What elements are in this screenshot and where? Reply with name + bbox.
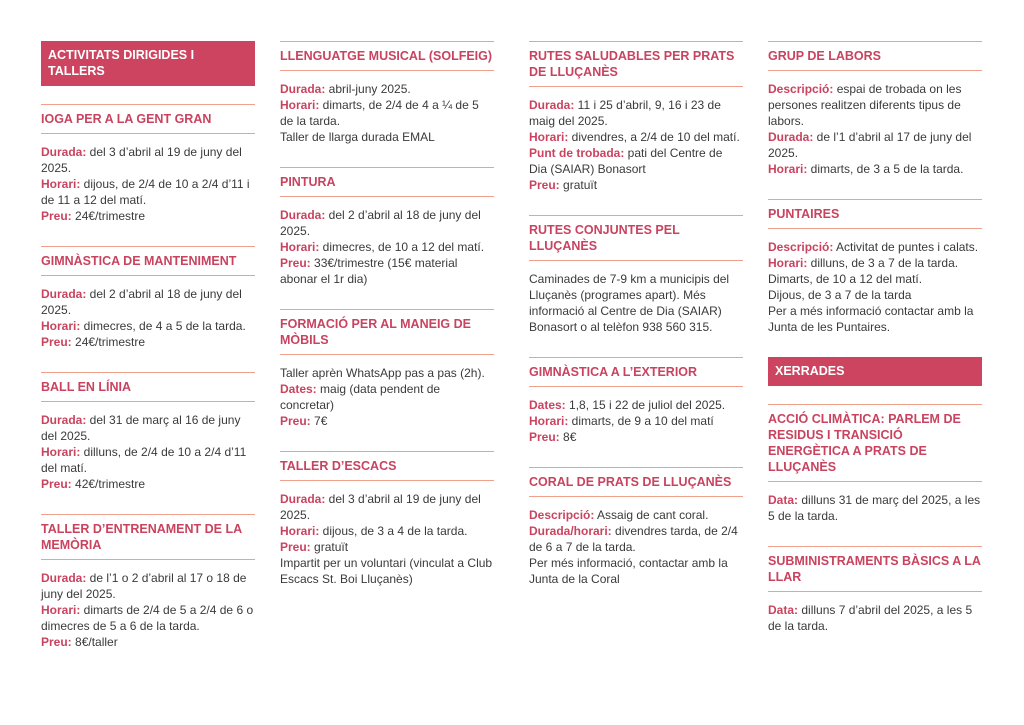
preu-label: Preu:: [529, 430, 560, 444]
durada-value: de l’1 d’abril al 17 de juny del 2025.: [768, 130, 972, 160]
section-puntaires: [768, 199, 982, 335]
preu-label: Preu:: [280, 256, 311, 270]
horari-value: dimecres, de 4 a 5 de la tarda.: [80, 319, 246, 333]
preu-value: gratuït: [559, 178, 598, 192]
section-climatica: [768, 404, 982, 524]
section-memoria: [41, 514, 255, 650]
durada-value: 11 i 25 d’abril, 9, 16 i 23 de maig del 2025.: [529, 98, 721, 128]
preu-label: Preu:: [529, 178, 560, 192]
column-2: [280, 41, 494, 609]
section-solfeig: [280, 41, 494, 145]
solfeig-extra: Taller de llarga durada EMAL: [280, 130, 435, 144]
data-value: dilluns 7 d’abril del 2025, a les 5 de la tarda.: [768, 603, 973, 633]
preu-value: gratuït: [310, 540, 349, 554]
rutes-title: RUTES SALUDABLES PER PRATS DE LLUÇANÈS: [529, 42, 743, 87]
mobils-title: FORMACIÓ PER AL MANEIG DE MÒBILS: [280, 310, 494, 355]
dates-value: 1,8, 15 i 22 de juliol del 2025.: [565, 398, 726, 412]
preu-value: 33€/trimestre (15€ material abonar el 1r dia): [280, 256, 458, 286]
durada-label: Durada:: [768, 130, 814, 144]
column-1: [41, 41, 255, 672]
preu-label: Preu:: [41, 209, 72, 223]
horari-value: dimarts, de 3 a 5 de la tarda.: [807, 162, 964, 176]
section-coral: [529, 467, 743, 587]
climatica-title: ACCIÓ CLIMÀTICA: PARLEM DE RESIDUS I TRANSICIÓ ENERGÈTICA A PRATS DE LLUÇANÈS: [768, 405, 982, 482]
horari-label: Horari:: [529, 130, 569, 144]
subministraments-title: SUBMINISTRAMENTS BÀSICS A LA LLAR: [768, 547, 982, 592]
punt-value: pati del Centre de Dia (SAIAR) Bonasort: [529, 146, 723, 176]
section-gimnastica: [41, 246, 255, 350]
durada-label: Durada:: [280, 82, 326, 96]
horari-label: Horari:: [41, 319, 81, 333]
mobils-intro: Taller aprèn WhatsApp pas a pas (2h).: [280, 366, 485, 380]
column-3: [529, 41, 743, 609]
preu-value: 8€/taller: [71, 635, 118, 649]
puntaires-line-3: Per a més informació contactar amb la Junta de les Puntaires.: [768, 304, 974, 334]
dates-label: Dates:: [280, 382, 317, 396]
durada-label: Durada:: [529, 98, 575, 112]
horari-label: Horari:: [768, 256, 808, 270]
preu-label: Preu:: [280, 414, 311, 428]
gimnastica-title: GIMNÀSTICA DE MANTENIMENT: [41, 247, 255, 276]
ball-title: BALL EN LÍNIA: [41, 373, 255, 402]
descripcio-label: Descripció:: [768, 240, 834, 254]
conjuntes-title: RUTES CONJUNTES PEL LLUÇANÈS: [529, 216, 743, 261]
section-ball: [41, 372, 255, 492]
preu-label: Preu:: [280, 540, 311, 554]
punt-label: Punt de trobada:: [529, 146, 625, 160]
activitats-banner: ACTIVITATS DIRIGIDES I TALLERS: [41, 41, 255, 86]
preu-label: Preu:: [41, 477, 72, 491]
data-label: Data:: [768, 493, 799, 507]
horari-label: Horari:: [529, 414, 569, 428]
horari-label: Horari:: [280, 98, 320, 112]
durada-value: de l’1 o 2 d’abril al 17 o 18 de juny del 2025.: [41, 571, 247, 601]
horari-value: dilluns, de 2/4 de 10 a 2/4 d’11 del matí.: [41, 445, 247, 475]
horari-value: dimarts, de 9 a 10 del matí: [568, 414, 714, 428]
section-ioga: [41, 104, 255, 224]
durada-label: Durada:: [280, 208, 326, 222]
horari-label: Horari:: [280, 240, 320, 254]
horari-label: Horari:: [41, 445, 81, 459]
memoria-title: TALLER D’ENTRENAMENT DE LA MEMÒRIA: [41, 515, 255, 560]
section-rutes-conjuntes: [529, 215, 743, 335]
durada-value: del 2 d’abril al 18 de juny del 2025.: [41, 287, 242, 317]
durada-value: abril-juny 2025.: [325, 82, 411, 96]
durada-horari-value: divendres tarda, de 2/4 de 6 a 7 de la tarda.: [529, 524, 738, 554]
durada-value: del 2 d’abril al 18 de juny del 2025.: [280, 208, 481, 238]
horari-value: dijous, de 3 a 4 de la tarda.: [319, 524, 468, 538]
preu-value: 7€: [310, 414, 328, 428]
durada-horari-label: Durada/horari:: [529, 524, 612, 538]
section-escacs: [280, 451, 494, 587]
durada-value: del 3 d’abril al 19 de juny del 2025.: [41, 145, 242, 175]
durada-label: Durada:: [41, 287, 87, 301]
conjuntes-text: Caminades de 7-9 km a municipis del Lluçanès (programes apart). Més informació al Centre de Dia (SAIAR) Bonasort o al telèfon 938 560 315.: [529, 272, 730, 334]
section-exterior: [529, 357, 743, 445]
horari-value: dijous, de 2/4 de 10 a 2/4 d’11 i de 11 a 12 del matí.: [41, 177, 250, 207]
horari-label: Horari:: [280, 524, 320, 538]
horari-value: dimarts, de 2/4 de 4 a ¼ de 5 de la tarda.: [280, 98, 479, 128]
horari-label: Horari:: [41, 177, 81, 191]
labors-title: GRUP DE LABORS: [768, 42, 982, 71]
horari-value: divendres, a 2/4 de 10 del matí.: [568, 130, 740, 144]
preu-label: Preu:: [41, 635, 72, 649]
preu-value: 24€/trimestre: [71, 209, 146, 223]
descripcio-label: Descripció:: [529, 508, 595, 522]
coral-title: CORAL DE PRATS DE LLUÇANÈS: [529, 468, 743, 497]
horari-label: Horari:: [768, 162, 808, 176]
solfeig-title: LLENGUATGE MUSICAL (SOLFEIG): [280, 42, 494, 71]
section-rutes-saludables: [529, 41, 743, 193]
puntaires-title: PUNTAIRES: [768, 200, 982, 229]
pintura-title: PINTURA: [280, 168, 494, 197]
preu-value: 42€/trimestre: [71, 477, 146, 491]
ioga-title: IOGA PER A LA GENT GRAN: [41, 105, 255, 134]
puntaires-line-1: Dimarts, de 10 a 12 del matí.: [768, 272, 923, 286]
durada-label: Durada:: [280, 492, 326, 506]
horari-value: dimarts de 2/4 de 5 a 2/4 de 6 o dimecres de 5 a 6 de la tarda.: [41, 603, 254, 633]
exterior-title: GIMNÀSTICA A L’EXTERIOR: [529, 358, 743, 387]
escacs-extra: Impartit per un voluntari (vinculat a Club Escacs St. Boi Lluçanès): [280, 556, 493, 586]
descripcio-value: Assaig de cant coral.: [594, 508, 709, 522]
data-value: dilluns 31 de març del 2025, a les 5 de la tarda.: [768, 493, 981, 523]
puntaires-line-2: Dijous, de 3 a 7 de la tarda: [768, 288, 912, 302]
durada-value: del 3 d’abril al 19 de juny del 2025.: [280, 492, 481, 522]
dates-label: Dates:: [529, 398, 566, 412]
section-subministraments: [768, 546, 982, 634]
section-pintura: [280, 167, 494, 287]
coral-extra: Per més informació, contactar amb la Junta de la Coral: [529, 556, 728, 586]
section-mobils: [280, 309, 494, 429]
preu-value: 8€: [559, 430, 577, 444]
durada-label: Durada:: [41, 145, 87, 159]
horari-value: dilluns, de 3 a 7 de la tarda.: [807, 256, 959, 270]
column-4: [768, 41, 982, 656]
xerrades-banner: XERRADES: [768, 357, 982, 386]
durada-value: del 31 de març al 16 de juny del 2025.: [41, 413, 241, 443]
dates-value: maig (data pendent de concretar): [280, 382, 441, 412]
preu-value: 24€/trimestre: [71, 335, 146, 349]
horari-value: dimecres, de 10 a 12 del matí.: [319, 240, 485, 254]
data-label: Data:: [768, 603, 799, 617]
descripcio-value: espai de trobada on les persones realitzen diferents tipus de labors.: [768, 82, 962, 128]
durada-label: Durada:: [41, 571, 87, 585]
descripcio-label: Descripció:: [768, 82, 834, 96]
preu-label: Preu:: [41, 335, 72, 349]
durada-label: Durada:: [41, 413, 87, 427]
section-labors: [768, 41, 982, 177]
descripcio-value: Activitat de puntes i calats.: [833, 240, 979, 254]
escacs-title: TALLER D’ESCACS: [280, 452, 494, 481]
horari-label: Horari:: [41, 603, 81, 617]
